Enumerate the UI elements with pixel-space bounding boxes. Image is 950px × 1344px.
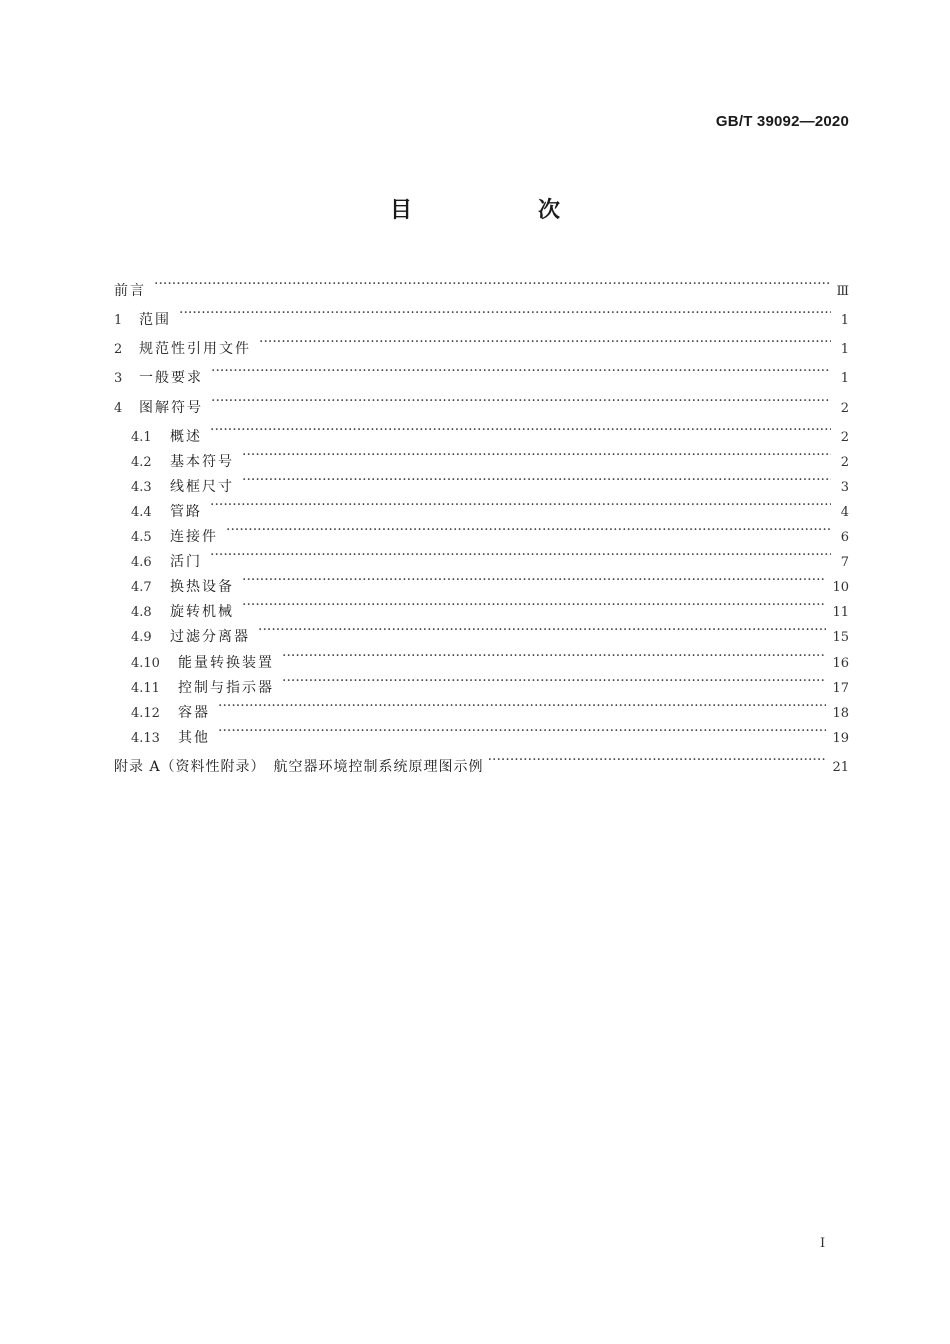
toc-entry-number: 4.4 bbox=[131, 505, 152, 520]
toc-entry-label: 范围 bbox=[139, 312, 171, 328]
toc-leader-dots bbox=[258, 619, 826, 641]
toc-entry-number: 4.11 bbox=[131, 681, 160, 696]
toc-entry-number: 4.7 bbox=[131, 580, 152, 595]
toc-leader-dots bbox=[242, 444, 831, 466]
toc-leader-dots bbox=[242, 469, 831, 491]
toc-entry-number: 4.3 bbox=[131, 480, 152, 495]
toc-entry-page: 15 bbox=[832, 630, 849, 645]
toc-leader-dots bbox=[179, 302, 831, 324]
toc-entry-page: 7 bbox=[840, 555, 849, 570]
toc-entry-label: 规范性引用文件 bbox=[139, 341, 251, 357]
toc-entry-page: 1 bbox=[840, 342, 849, 357]
toc-entry-annex-a[interactable] bbox=[114, 749, 849, 775]
toc-leader-dots bbox=[242, 594, 826, 616]
toc-entry-number: 4.6 bbox=[131, 555, 152, 570]
toc-entry-label: 附录 A（资料性附录） 航空器环境控制系统原理图示例 bbox=[114, 759, 484, 775]
toc-entry-label: 图解符号 bbox=[139, 400, 203, 416]
toc-leader-dots bbox=[210, 544, 831, 566]
toc-leader-dots bbox=[259, 331, 831, 353]
toc-leader-dots bbox=[218, 720, 826, 742]
toc-entry-number: 4.2 bbox=[131, 455, 152, 470]
toc-entry-4-9[interactable] bbox=[131, 619, 849, 645]
standard-code: GB/T 39092—2020 bbox=[715, 113, 849, 130]
toc-entry-4-1[interactable] bbox=[131, 419, 849, 445]
toc-entry-page: 11 bbox=[832, 605, 849, 620]
toc-entry-page: 2 bbox=[840, 455, 849, 470]
toc-leader-dots bbox=[210, 419, 831, 441]
toc-entry-4-4[interactable] bbox=[131, 494, 849, 520]
toc-entry-page: 16 bbox=[832, 656, 849, 671]
toc-entry-page: 19 bbox=[832, 731, 849, 746]
toc-entry-label: 线框尺寸 bbox=[170, 479, 234, 495]
toc-leader-dots bbox=[226, 519, 831, 541]
toc-entry-label: 旋转机械 bbox=[170, 604, 234, 620]
toc-entry-number: 4.10 bbox=[131, 656, 160, 671]
toc-leader-dots bbox=[282, 645, 826, 667]
toc-entry-label: 过滤分离器 bbox=[170, 629, 250, 645]
toc-entry-number: 3 bbox=[114, 371, 123, 386]
toc-entry-number: 4.5 bbox=[131, 530, 152, 545]
toc-entry-4[interactable] bbox=[114, 390, 849, 416]
toc-entry-number: 4.12 bbox=[131, 706, 160, 721]
toc-leader-dots bbox=[282, 670, 826, 692]
toc-entry-4-2[interactable] bbox=[131, 444, 849, 470]
toc-entry-page: 4 bbox=[840, 505, 849, 520]
toc-entry-foreword[interactable] bbox=[114, 273, 849, 299]
toc-entry-number: 4.8 bbox=[131, 605, 152, 620]
toc-entry-label: 其他 bbox=[178, 730, 210, 746]
toc-entry-number: 1 bbox=[114, 313, 123, 328]
toc-entry-4-10[interactable] bbox=[131, 645, 849, 671]
page-number: I bbox=[820, 1236, 826, 1251]
toc-leader-dots bbox=[210, 494, 831, 516]
toc-entry-label: 前言 bbox=[114, 283, 146, 299]
toc-entry-4-12[interactable] bbox=[131, 695, 849, 721]
toc-entry-label: 连接件 bbox=[170, 529, 218, 545]
toc-entry-3[interactable] bbox=[114, 360, 849, 386]
toc-entry-page: 17 bbox=[832, 681, 849, 696]
toc-entry-label: 容器 bbox=[178, 705, 210, 721]
toc-entry-number: 4.9 bbox=[131, 630, 152, 645]
toc-entry-label: 换热设备 bbox=[170, 579, 234, 595]
toc-entry-number: 2 bbox=[114, 342, 123, 357]
toc-entry-page: 1 bbox=[840, 371, 849, 386]
toc-entry-number: 4.13 bbox=[131, 731, 160, 746]
toc-leader-dots bbox=[211, 390, 831, 412]
toc-leader-dots bbox=[154, 273, 830, 295]
toc-entry-page: 21 bbox=[832, 760, 849, 775]
toc-entry-page: 10 bbox=[832, 580, 849, 595]
toc-entry-number: 4 bbox=[114, 401, 123, 416]
toc-entry-page: 1 bbox=[840, 313, 849, 328]
toc-entry-4-5[interactable] bbox=[131, 519, 849, 545]
toc-entry-page: 2 bbox=[840, 430, 849, 445]
toc-entry-number: 4.1 bbox=[131, 430, 152, 445]
toc-entry-2[interactable] bbox=[114, 331, 849, 357]
toc-title: 目 次 bbox=[389, 198, 612, 223]
toc-entry-4-8[interactable] bbox=[131, 594, 849, 620]
toc-entry-page: 6 bbox=[840, 530, 849, 545]
toc-entry-label: 基本符号 bbox=[170, 454, 234, 470]
toc-leader-dots bbox=[242, 569, 826, 591]
toc-entry-4-11[interactable] bbox=[131, 670, 849, 696]
toc-entry-page: 3 bbox=[840, 480, 849, 495]
toc-entry-page: 18 bbox=[832, 706, 849, 721]
toc-entry-label: 一般要求 bbox=[139, 370, 203, 386]
toc-entry-label: 概述 bbox=[170, 429, 202, 445]
toc-entry-label: 控制与指示器 bbox=[178, 680, 274, 696]
toc-entry-label: 活门 bbox=[170, 554, 202, 570]
toc-entry-label: 能量转换装置 bbox=[178, 655, 274, 671]
toc-entry-page: 2 bbox=[840, 401, 849, 416]
toc-entry-4-6[interactable] bbox=[131, 544, 849, 570]
toc-entry-1[interactable] bbox=[114, 302, 849, 328]
toc-entry-page: Ⅲ bbox=[836, 284, 849, 299]
toc-entry-4-3[interactable] bbox=[131, 469, 849, 495]
toc-leader-dots bbox=[211, 360, 831, 382]
toc-entry-4-13[interactable] bbox=[131, 720, 849, 746]
toc-entry-label: 管路 bbox=[170, 504, 202, 520]
toc-entry-4-7[interactable] bbox=[131, 569, 849, 595]
toc-leader-dots bbox=[218, 695, 826, 717]
toc-leader-dots bbox=[488, 749, 827, 771]
